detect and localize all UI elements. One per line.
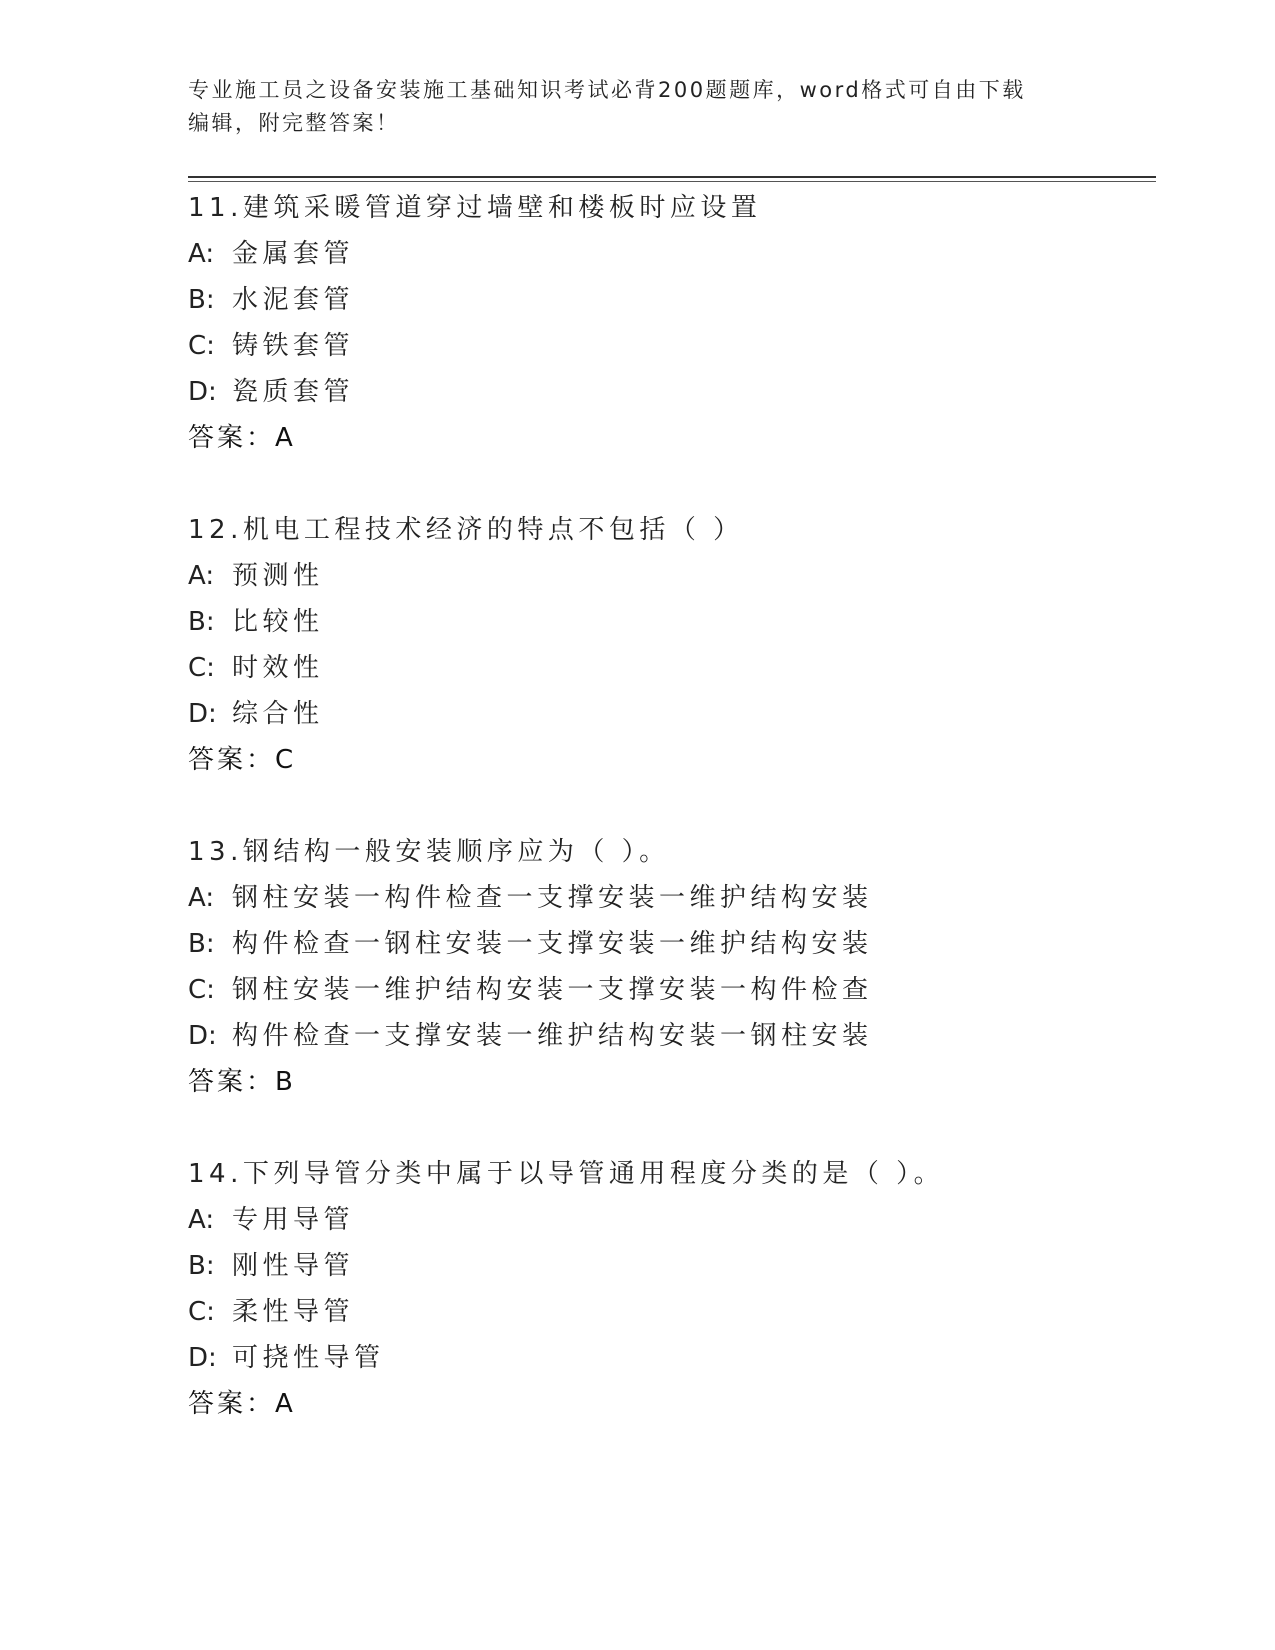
option-letter: C: bbox=[188, 331, 215, 361]
option-text: 刚性导管 bbox=[232, 1251, 355, 1281]
document-header bbox=[188, 74, 1068, 140]
question-stem: 12.机电工程技术经济的特点不包括（ ） bbox=[188, 515, 744, 545]
option-d bbox=[188, 1335, 1088, 1381]
option-letter: D: bbox=[188, 377, 217, 407]
option-letter: B: bbox=[188, 607, 215, 637]
option-text: 比较性 bbox=[232, 607, 324, 637]
option-text: 钢柱安装一维护结构安装一支撑安装一构件检查 bbox=[232, 975, 873, 1005]
option-b bbox=[188, 921, 1088, 967]
option-letter: B: bbox=[188, 285, 215, 315]
option-letter: A: bbox=[188, 1205, 215, 1235]
option-text: 专用导管 bbox=[232, 1205, 355, 1235]
option-letter: B: bbox=[188, 929, 215, 959]
option-letter: B: bbox=[188, 1251, 215, 1281]
option-text: 钢柱安装一构件检查一支撑安装一维护结构安装 bbox=[232, 883, 873, 913]
option-text: 铸铁套管 bbox=[232, 331, 355, 361]
option-letter: C: bbox=[188, 653, 215, 683]
option-letter: D: bbox=[188, 1343, 217, 1373]
option-d bbox=[188, 691, 1088, 737]
option-letter: D: bbox=[188, 699, 217, 729]
option-text: 综合性 bbox=[232, 699, 324, 729]
answer-line: 答案：A bbox=[188, 423, 296, 453]
question-11 bbox=[188, 185, 1088, 461]
question-13 bbox=[188, 829, 1088, 1105]
option-letter: A: bbox=[188, 239, 215, 269]
question-12 bbox=[188, 507, 1088, 783]
option-b bbox=[188, 1243, 1088, 1289]
option-text: 金属套管 bbox=[232, 239, 355, 269]
option-text: 瓷质套管 bbox=[232, 377, 355, 407]
option-text: 可挠性导管 bbox=[232, 1343, 385, 1373]
option-d bbox=[188, 369, 1088, 415]
option-c bbox=[188, 323, 1088, 369]
question-stem: 11.建筑采暖管道穿过墙壁和楼板时应设置 bbox=[188, 193, 762, 223]
option-c bbox=[188, 967, 1088, 1013]
option-a bbox=[188, 231, 1088, 277]
option-c bbox=[188, 645, 1088, 691]
option-b bbox=[188, 277, 1088, 323]
answer-line: 答案：C bbox=[188, 745, 297, 775]
option-letter: C: bbox=[188, 1297, 215, 1327]
header-divider-thin bbox=[188, 181, 1156, 182]
question-stem: 14.下列导管分类中属于以导管通用程度分类的是（ ）。 bbox=[188, 1159, 945, 1189]
header-divider-thick bbox=[188, 176, 1156, 178]
header-line-2: 编辑，附完整答案！ bbox=[188, 111, 400, 135]
option-a bbox=[188, 875, 1088, 921]
question-stem: 13.钢结构一般安装顺序应为（ ）。 bbox=[188, 837, 670, 867]
option-text: 预测性 bbox=[232, 561, 324, 591]
option-d bbox=[188, 1013, 1088, 1059]
option-letter: C: bbox=[188, 975, 215, 1005]
answer-line: 答案：A bbox=[188, 1389, 296, 1419]
option-letter: A: bbox=[188, 561, 215, 591]
option-text: 构件检查一支撑安装一维护结构安装一钢柱安装 bbox=[232, 1021, 873, 1051]
answer-line: 答案：B bbox=[188, 1067, 296, 1097]
option-text: 构件检查一钢柱安装一支撑安装一维护结构安装 bbox=[232, 929, 873, 959]
option-letter: D: bbox=[188, 1021, 217, 1051]
option-text: 时效性 bbox=[232, 653, 324, 683]
option-letter: A: bbox=[188, 883, 215, 913]
option-text: 水泥套管 bbox=[232, 285, 355, 315]
option-a bbox=[188, 553, 1088, 599]
option-text: 柔性导管 bbox=[232, 1297, 355, 1327]
option-c bbox=[188, 1289, 1088, 1335]
header-line-1: 专业施工员之设备安装施工基础知识考试必背200题题库，word格式可自由下载 bbox=[188, 78, 1026, 102]
question-14 bbox=[188, 1151, 1088, 1427]
option-b bbox=[188, 599, 1088, 645]
option-a bbox=[188, 1197, 1088, 1243]
